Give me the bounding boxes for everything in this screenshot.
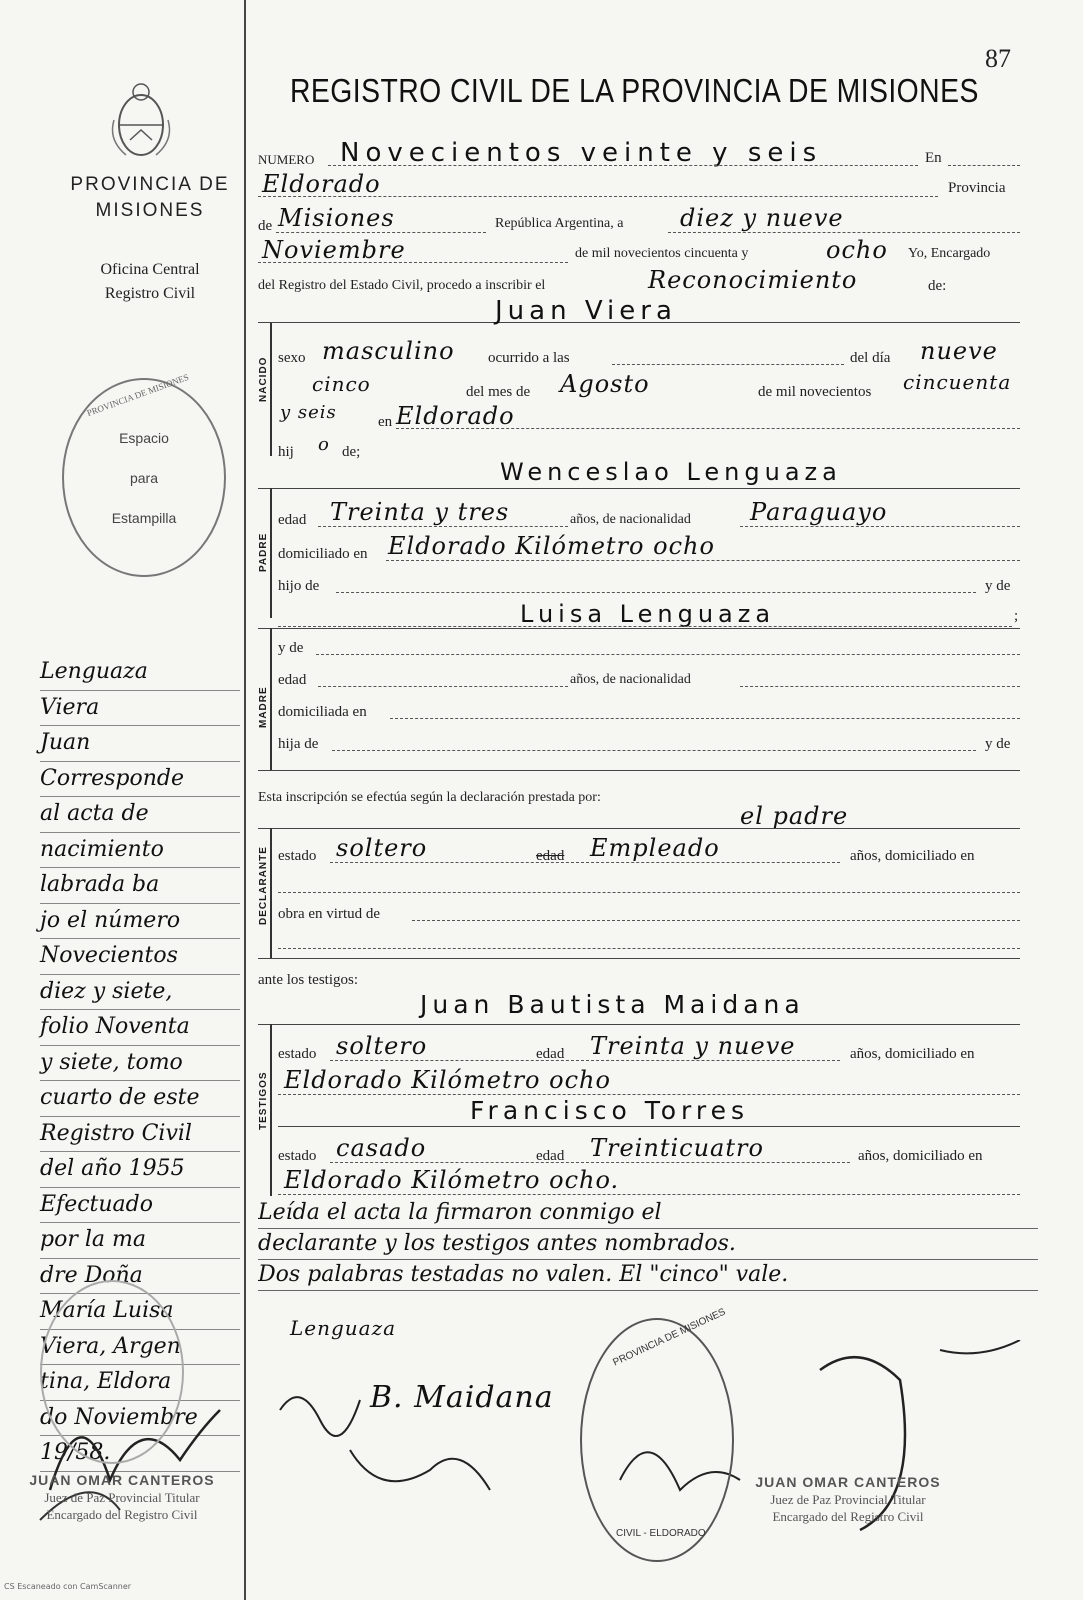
label-de-mil: de mil novecientos cincuenta y (575, 246, 749, 261)
testigo1-nombre: Juan Bautista Maidana (420, 990, 805, 1019)
seal-ring-text: PROVINCIA DE MISIONES (611, 1306, 728, 1369)
label-del-dia: del día (850, 350, 891, 366)
side-label-madre: MADRE (258, 686, 269, 728)
stamp-text-2: para (129, 470, 159, 486)
declarante-estado: soltero (336, 834, 428, 862)
office-line1: Oficina Central (100, 261, 200, 278)
margin-note-line: jo el número (40, 904, 240, 940)
judge-right-title: Juez de Paz Provincial Titular (770, 1492, 926, 1507)
judge-left-name: JUAN OMAR CANTEROS (29, 1472, 215, 1488)
closing-line-2: declarante y los testigos antes nombrados. (258, 1229, 1038, 1260)
judge-right-name: JUAN OMAR CANTEROS (755, 1474, 941, 1490)
margin-note-line: por la ma (40, 1223, 240, 1259)
label-y-de-madre: y de (278, 640, 304, 656)
value-provincia: Misiones (278, 204, 395, 232)
label-estado-declarante: estado (278, 848, 317, 864)
document-title: REGISTRO CIVIL DE LA PROVINCIA DE MISIONES (290, 72, 979, 109)
official-seal-left-faded (40, 1280, 184, 1464)
label-anos-nac-madre: años, de nacionalidad (570, 672, 691, 687)
margin-note-line: cuarto de este (40, 1081, 240, 1117)
seal-bottom-text: CIVIL - ELDORADO (616, 1528, 706, 1539)
margin-note-line: y siete, tomo (40, 1046, 240, 1082)
coat-of-arms-icon (108, 80, 174, 160)
label-ocurrido: ocurrido a las (488, 350, 570, 366)
value-hij-letter: o (318, 434, 330, 455)
label-de-semicolon: de; (342, 444, 361, 460)
official-seal-right (580, 1306, 734, 1562)
signature-lenguaza: Lenguaza (290, 1316, 397, 1340)
label-esta-inscripcion: Esta inscripción se efectúa según la declaración prestada por: (258, 790, 601, 805)
province-heading (55, 172, 245, 224)
value-anio-nac-2: y seis (280, 402, 337, 423)
declarante-ocupacion: Empleado (590, 834, 720, 862)
margin-note-line: 19/58. (40, 1436, 240, 1472)
label-de: de (258, 218, 273, 234)
page-number: 87 (985, 44, 1011, 73)
judge-stamp-left (22, 1472, 222, 1523)
margin-divider (244, 0, 246, 1600)
scanner-watermark: CS Escaneado con CamScanner (4, 1582, 132, 1591)
testigo2-nombre: Francisco Torres (470, 1096, 749, 1125)
label-estado-t2: estado (278, 1148, 317, 1164)
margin-note-line: Registro Civil (40, 1117, 240, 1153)
testigo2-estado: casado (336, 1134, 427, 1162)
margin-note-line: do Noviembre (40, 1401, 240, 1437)
margin-note-line: del año 1955 (40, 1152, 240, 1188)
judge-right-role: Encargado del Registro Civil (772, 1509, 924, 1524)
value-dia-nac-2: cinco (312, 372, 371, 396)
label-domiciliado-padre: domiciliado en (278, 546, 368, 562)
value-anio: ocho (826, 236, 888, 264)
padre-nombre: Wenceslao Lenguaza (500, 458, 842, 486)
label-anos-nac-padre: años, de nacionalidad (570, 512, 691, 527)
label-del-mes: del mes de (466, 384, 531, 400)
testigo1-edad: Treinta y nueve (590, 1032, 796, 1060)
office-line2: Registro Civil (104, 285, 196, 302)
label-republica: República Argentina, a (495, 216, 624, 231)
testigo2-edad: Treinticuatro (590, 1134, 764, 1162)
side-label-declarante: DECLARANTE (258, 846, 269, 925)
fiscal-stamp (62, 371, 226, 577)
label-hijo-de: hijo de (278, 578, 320, 594)
label-en-nac: en (378, 414, 393, 430)
closing-line-1: Leída el acta la firmaron conmigo el (258, 1198, 1038, 1229)
label-anos-dom-declarante: años, domiciliado en (850, 848, 975, 864)
margin-note-line: Efectuado (40, 1188, 240, 1224)
margin-note-line: Lenguaza (40, 655, 240, 691)
testigo1-estado: soltero (336, 1032, 428, 1060)
value-lugar: Eldorado (262, 170, 381, 198)
side-label-padre: PADRE (258, 532, 269, 572)
label-del-registro: del Registro del Estado Civil, procedo a inscribir el (258, 278, 546, 293)
label-yo-encargado: Yo, Encargado (908, 246, 991, 261)
label-numero: NUMERO (258, 152, 315, 167)
label-y-de-padre: y de (985, 578, 1011, 594)
margin-note-line: diez y siete, (40, 975, 240, 1011)
closing-text (258, 1198, 1038, 1291)
value-mes-nac: Agosto (560, 370, 650, 398)
margin-note-line: Corresponde (40, 762, 240, 798)
value-sexo: masculino (322, 337, 455, 365)
label-ante-testigos: ante los testigos: (258, 972, 358, 988)
side-label-nacido: NACIDO (258, 356, 269, 402)
padre-nacionalidad: Paraguayo (750, 498, 888, 526)
label-de-colon: de: (928, 278, 947, 294)
margin-note-line: Juan (40, 726, 240, 762)
judge-left-role: Encargado del Registro Civil (46, 1507, 198, 1522)
value-nombre: Juan Viera (495, 296, 677, 326)
office-heading (55, 258, 245, 306)
value-anio-nac: cincuenta (903, 370, 1012, 394)
label-domiciliada-madre: domiciliada en (278, 704, 367, 720)
label-edad-padre: edad (278, 512, 307, 528)
label-de-mil-nov: de mil novecientos (758, 384, 872, 400)
declarante-edad-tachada: edad (536, 848, 565, 864)
province-line2: MISIONES (95, 200, 205, 221)
signature-maidana: B. Maidana (370, 1380, 554, 1415)
label-y-de-madre-2: y de (985, 736, 1011, 752)
label-edad-madre: edad (278, 672, 307, 688)
margin-note-line: folio Noventa (40, 1010, 240, 1046)
margin-note-line: labrada ba (40, 868, 240, 904)
label-provincia: Provincia (948, 180, 1006, 196)
margin-note-line: Viera, Argen (40, 1330, 240, 1366)
label-semicolon: ; (1014, 608, 1019, 624)
label-obra: obra en virtud de (278, 906, 381, 922)
label-hija-de: hija de (278, 736, 319, 752)
side-label-testigos: TESTIGOS (258, 1071, 269, 1130)
margin-note-line: dre Doña (40, 1259, 240, 1295)
testigo1-domicilio: Eldorado Kilómetro ocho (284, 1066, 611, 1094)
province-line1: PROVINCIA DE (70, 174, 230, 195)
margin-note-line: nacimiento (40, 833, 240, 869)
margin-note-line: Viera (40, 691, 240, 727)
label-edad-t1: edad (536, 1046, 565, 1062)
value-mes: Noviembre (262, 236, 406, 264)
judge-left-title: Juez de Paz Provincial Titular (44, 1490, 200, 1505)
value-dia: diez y nueve (680, 204, 844, 232)
label-anos-dom-t1: años, domiciliado en (850, 1046, 975, 1062)
judge-stamp-right (738, 1474, 958, 1525)
stamp-text-1: Espacio (119, 430, 169, 446)
closing-line-3: Dos palabras testadas no valen. El "cinco" vale. (258, 1260, 1038, 1291)
margin-note-line: tina, Eldora (40, 1365, 240, 1401)
stamp-ring-text: PROVINCIA DE MISIONES (85, 371, 190, 419)
value-numero: Novecientos veinte y seis (340, 138, 823, 168)
padre-domicilio: Eldorado Kilómetro ocho (388, 532, 715, 560)
value-dia-nac: nueve (920, 337, 998, 365)
label-estado-t1: estado (278, 1046, 317, 1062)
margin-note-line: al acta de (40, 797, 240, 833)
margin-note-line: Novecientos (40, 939, 240, 975)
testigo2-domicilio: Eldorado Kilómetro ocho. (284, 1166, 620, 1194)
stamp-text-3: Estampilla (111, 510, 177, 526)
label-en: En (925, 150, 942, 166)
padre-madre-linea: Luisa Lenguaza (520, 600, 776, 628)
margin-note-line: María Luisa (40, 1294, 240, 1330)
label-anos-dom-t2: años, domiciliado en (858, 1148, 983, 1164)
value-acto: Reconocimiento (648, 266, 858, 294)
label-hij: hij (278, 444, 294, 460)
padre-edad: Treinta y tres (330, 498, 510, 526)
label-edad-t2: edad (536, 1148, 565, 1164)
value-lugar-nac: Eldorado (396, 402, 515, 430)
declarante-quien: el padre (740, 802, 849, 830)
label-sexo: sexo (278, 350, 306, 366)
